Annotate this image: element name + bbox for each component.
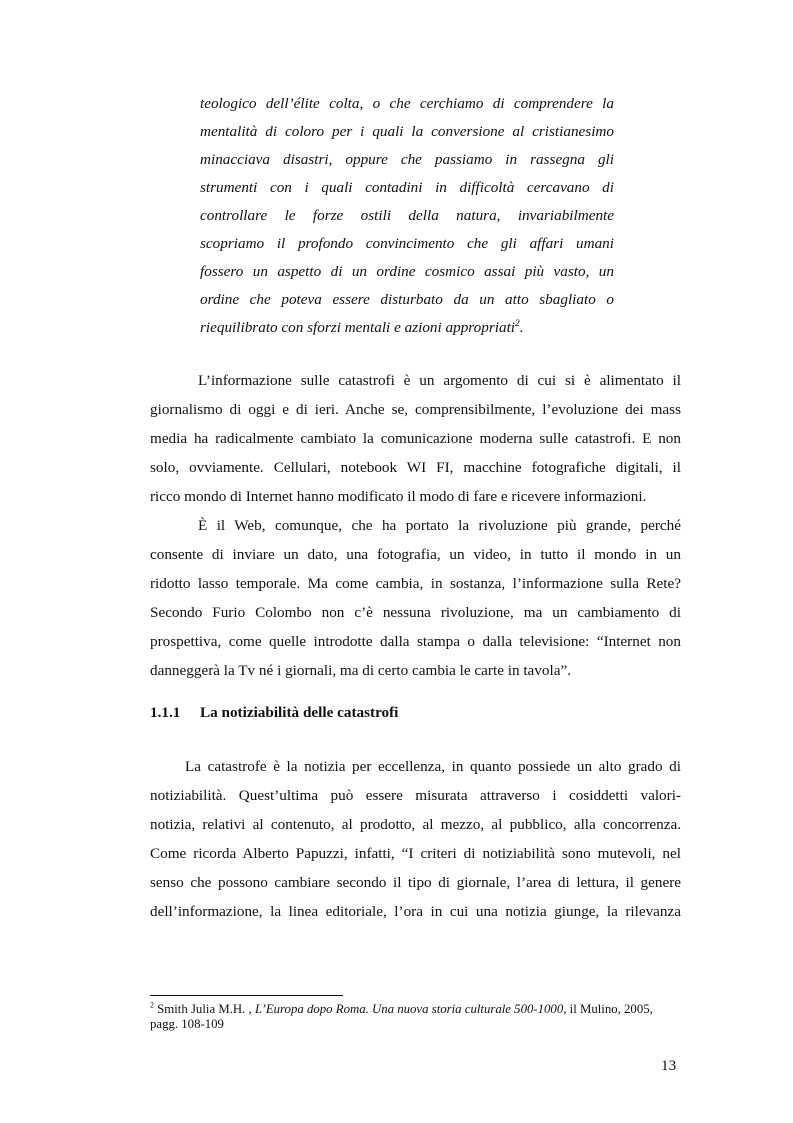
quote-line: ordine che poteva essere disturbato da un atto sbagliato o bbox=[200, 291, 614, 308]
footnote-pages: pagg. 108-109 bbox=[150, 1017, 224, 1031]
block-quote bbox=[200, 90, 614, 342]
paragraph-line: dell’informazione, la linea editoriale, l’ora in cui una notizia giunge, la rilevanza bbox=[150, 903, 681, 920]
paragraph-line: Come ricorda Alberto Papuzzi, infatti, “I criteri di notiziabilità sono mutevoli, nel bbox=[150, 845, 681, 862]
paragraph-line: giornalismo di oggi e di ieri. Anche se, comprensibilmente, l’evoluzione dei mass bbox=[150, 401, 681, 418]
quote-line: strumenti con i quali contadini in difficoltà cercavano di bbox=[200, 179, 614, 196]
quote-line: mentalità di coloro per i quali la conversione al cristianesimo bbox=[200, 123, 614, 140]
paragraph-line: senso che possono cambiare secondo il tipo di giornale, l’area di lettura, il genere bbox=[150, 874, 681, 891]
quote-last-line bbox=[200, 314, 614, 342]
footnote bbox=[150, 1002, 681, 1032]
page-number: 13 bbox=[661, 1057, 677, 1074]
section-heading bbox=[150, 701, 398, 725]
paragraph-line: notiziabilità. Quest’ultima può essere misurata attraverso i cosiddetti valori- bbox=[150, 787, 681, 804]
paragraph-line: L’informazione sulle catastrofi è un argomento di cui si è alimentato il bbox=[198, 372, 681, 389]
paragraph-line: media ha radicalmente cambiato la comunicazione moderna sulle catastrofi. E non bbox=[150, 430, 681, 447]
paragraph-line: ridotto lasso temporale. Ma come cambia, in sostanza, l’informazione sulla Rete? bbox=[150, 575, 681, 592]
quote-line: teologico dell’élite colta, o che cerchiamo di comprendere la bbox=[200, 95, 614, 112]
quote-line: controllare le forze ostili della natura, invariabilmente bbox=[200, 207, 614, 224]
footnote-divider bbox=[150, 995, 343, 996]
quote-line: minacciava disastri, oppure che passiamo in rassegna gli bbox=[200, 151, 614, 168]
section-number: 1.1.1 bbox=[150, 704, 181, 721]
paragraph-line: ricco mondo di Internet hanno modificato il modo di fare e ricevere informazioni. bbox=[150, 488, 647, 505]
footnote-marker: 2 bbox=[150, 1000, 154, 1010]
quote-end-punctuation: . bbox=[519, 319, 524, 336]
footnote-book-title: L’Europa dopo Roma. Una nuova storia culturale 500-1000 bbox=[254, 1002, 564, 1016]
paragraph-line: solo, ovviamente. Cellulari, notebook WI FI, macchine fotografiche digitali, il bbox=[150, 459, 681, 476]
paragraph-line: È il Web, comunque, che ha portato la rivoluzione più grande, perché bbox=[198, 517, 681, 534]
quote-line-text: riequilibrato con sforzi mentali e azioni appropriati bbox=[200, 319, 516, 336]
paragraph-newsworthiness bbox=[150, 752, 681, 926]
section-title: La notiziabilità delle catastrofi bbox=[200, 704, 399, 721]
paragraph-line: consente di inviare un dato, una fotografia, un video, in tutto il mondo in un bbox=[150, 546, 681, 563]
paragraph-information-catastrophes bbox=[150, 366, 681, 511]
quote-line: scopriamo il profondo convincimento che gli affari umani bbox=[200, 235, 614, 252]
paragraph-line: Secondo Furio Colombo non c’è nessuna rivoluzione, ma un cambiamento di bbox=[150, 604, 681, 621]
footnote-author: Smith Julia M.H. , bbox=[157, 1002, 255, 1016]
paragraph-line: prospettiva, come quelle introdotte dalla stampa o dalla televisione: “Internet non bbox=[150, 633, 681, 650]
footnote-reference[interactable]: 2 bbox=[515, 318, 520, 329]
paragraph-line: danneggerà la Tv né i giornali, ma di certo cambia le carte in tavola”. bbox=[150, 662, 571, 679]
quote-line: fossero un aspetto di un ordine cosmico assai più vasto, un bbox=[200, 263, 614, 280]
footnote-line bbox=[150, 1002, 681, 1017]
paragraph-web-revolution bbox=[150, 511, 681, 685]
footnote-publisher: , il Mulino, 2005, bbox=[563, 1002, 653, 1016]
paragraph-line: notizia, relativi al contenuto, al prodotto, al mezzo, al pubblico, alla concorrenza. bbox=[150, 816, 681, 833]
paragraph-line: La catastrofe è la notizia per eccellenza, in quanto possiede un alto grado di bbox=[185, 758, 681, 775]
